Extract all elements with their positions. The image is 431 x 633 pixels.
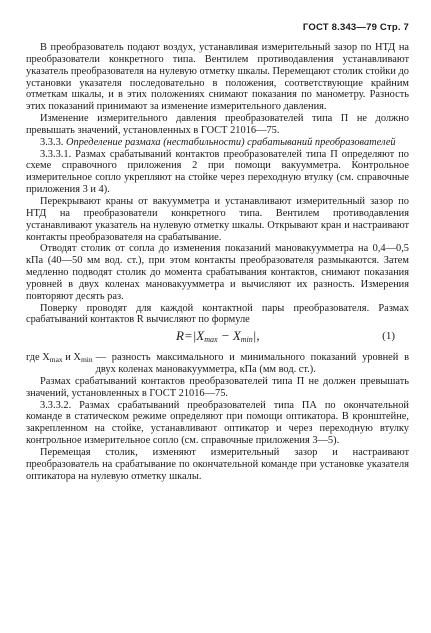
where-and: и X	[62, 352, 81, 364]
paragraph-6: Поверку проводят для каждой контактной пары преобразователя. Размах срабатываний контактов R вычисляют по формуле	[26, 302, 409, 326]
paragraph-3: 3.3.3.1. Размах срабатываний контактов преобразователей типа П определяют по схеме справочного приложения 2 при помощи вакуумметра. Контрольное измерительное сопло укрепляют на стойке через переходную втулку (см. справочные приложения 3 и 4).	[26, 148, 409, 196]
where-lhs	[26, 352, 96, 376]
formula-end: |,	[252, 328, 260, 344]
formula-explanation	[26, 352, 409, 376]
where-sub-max: max	[49, 355, 63, 365]
where-sub-min: min	[80, 355, 93, 365]
document-body	[26, 42, 409, 483]
formula	[176, 330, 260, 346]
section-heading-3-3-3	[26, 137, 409, 149]
paragraph-4: Перекрывают краны от вакуумметра и устанавливают измерительный зазор по НТД на преобразователи конкретного типа. Вентилем противодавления устанавливают указатель на нулевую отметку шкалы. Открывают кран и настраивают контакты преобразователя на срабатывание.	[26, 195, 409, 243]
formula-mid: − X	[217, 328, 241, 344]
formula-number: (1)	[382, 330, 395, 343]
paragraph-7: Размах срабатываний контактов преобразователей типа П не должен превышать значений, установленных в ГОСТ 21016—75.	[26, 375, 409, 399]
section-title: Определение размаха (нестабильности) срабатываний преобразователей	[66, 136, 396, 148]
page-header: ГОСТ 8.343—79 Стр. 7	[302, 22, 409, 33]
formula-sub-min: min	[240, 335, 253, 345]
where-prefix: где X	[26, 352, 50, 364]
formula-sub-max: max	[204, 335, 218, 345]
paragraph-9: Перемещая столик, изменяют измерительный зазор и настраивают преобразователь на срабатывание по окончательной команде при установке указателя оптикатора на нулевую отметку шкалы.	[26, 447, 409, 482]
formula-row	[26, 329, 409, 349]
paragraph-2: Изменение измерительного давления преобразователей типа П не должно превышать значений, установленных в ГОСТ 21016—75.	[26, 113, 409, 136]
formula-lhs: R=|X	[176, 328, 205, 344]
paragraph-5: Отводят столик от сопла до изменения показаний мановакуумметра на 0,4—0,5 кПа (40—50 мм вод. ст.), при этом контакты преобразователя размыкаются. Затем медленно подводят столик до момента срабатывания контактов, снимают показания уровней в двух коленах мановакуумметра и вычисляют их разность. Измерения повторяют десять раз.	[26, 243, 409, 302]
section-number: 3.3.3.	[40, 136, 64, 148]
paragraph-1: В преобразователь подают воздух, устанавливая измерительный зазор по НТД на преобразователи конкретного типа. Вентилем противодавления устанавливают указатель преобразователя на нулевую отметку шкалы. Перемещают столик стойки до установки указателя последовательно в положения, соответствующие крайним отметкам шкалы, и в этих положениях снимают показания по манометру. Разность этих показаний принимают за изменение измерительного давления.	[26, 42, 409, 113]
paragraph-8: 3.3.3.2. Размах срабатываний преобразователей типа ПА по окончательной команде в статическом режиме определяют при помощи оптикатора. В кронштейне, закрепленном на стойке, устанавливают оптикатор и через переходную втулку контрольное измерительное сопло (см. справочные приложения 3—5).	[26, 399, 409, 447]
where-rhs: — разность максимального и минимального показаний уровней в двух коленах мановакуумметра, кПа (мм вод. ст.).	[95, 352, 409, 376]
